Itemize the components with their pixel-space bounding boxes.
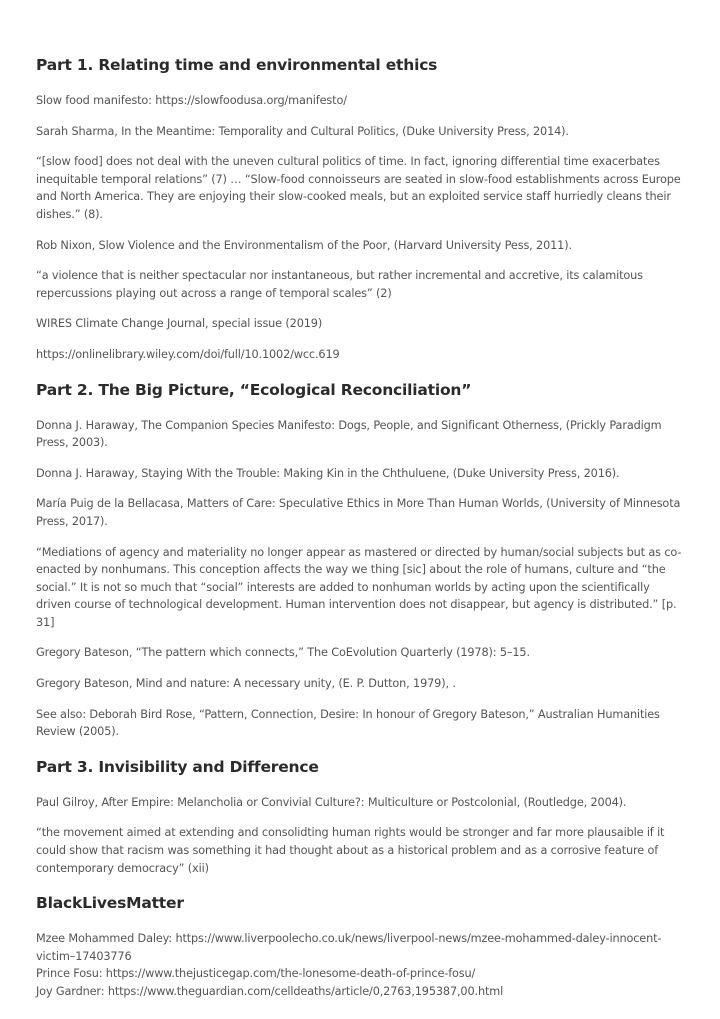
quote-paragraph: “Mediations of agency and materiality no longer appear as mastered or directed by human/social subjects but as co-enacted by nonhumans. This conception affects the way we thing [sic] about the role of humans, culture and “the social.” It is not so much that “social” interests are added to nonhuman worlds by acting upon the scientifically driven course of technological development. Human intervention does not disappear, but agency is distributed.” [p. 31] [36, 545, 682, 629]
section-heading: BlackLivesMatter [36, 894, 184, 913]
section-heading: Part 1. Relating time and environmental ethics [36, 56, 438, 74]
reference-paragraph: Gregory Bateson, “The pattern which connects,” The CoEvolution Quarterly (1978): 5–15. [36, 646, 530, 660]
section-heading: Part 2. The Big Picture, “Ecological Reconciliation” [36, 380, 472, 399]
reference-paragraph: María Puig de la Bellacasa, Matters of Care: Speculative Ethics in More Than Human Worlds, (University of Minnesota Press, 2017). [36, 497, 681, 528]
section-part-1 [36, 52, 686, 364]
reference-paragraph: Sarah Sharma, In the Meantime: Temporality and Cultural Politics, (Duke University Press, 2014). [36, 124, 569, 138]
reference-paragraph: See also: Deborah Bird Rose, “Pattern, Connection, Desire: In honour of Gregory Bateson,” Australian Humanities Review (2005). [36, 707, 660, 739]
reference-paragraph: Donna J. Haraway, Staying With the Trouble: Making Kin in the Chthuluene, (Duke University Press, 2016). [36, 466, 620, 480]
quote-paragraph: “the movement aimed at extending and consolidting human rights would be stronger and far more plausaible if it could show that racism was something it had thought about as a historical problem and as a corrosive feature of contemporary democracy” (xii) [36, 826, 665, 875]
section-heading: Part 3. Invisibility and Difference [36, 757, 319, 776]
document-page [36, 52, 686, 1003]
reference-paragraph: WIRES Climate Change Journal, special issue (2019) [36, 317, 323, 331]
section-part-3 [36, 754, 686, 877]
reference-paragraph: Paul Gilroy, After Empire: Melancholia or Convivial Culture?: Multiculture or Postcolonial, (Routledge, 2004). [36, 795, 627, 809]
reference-paragraph: Gregory Bateson, Mind and nature: A necessary unity, (E. P. Dutton, 1979), . [36, 677, 456, 691]
reference-paragraph: https://onlinelibrary.wiley.com/doi/full/10.1002/wcc.619 [36, 347, 340, 361]
quote-paragraph: “a violence that is neither spectacular nor instantaneous, but rather incremental and accretive, its calamitous repercussions playing out across a range of temporal scales” (2) [36, 269, 643, 300]
section-blacklivesmatter [36, 890, 686, 1000]
reference-paragraph: Donna J. Haraway, The Companion Species Manifesto: Dogs, People, and Significant Otherness, (Prickly Paradigm Press, 2003). [36, 418, 662, 450]
section-part-2 [36, 377, 686, 741]
reference-paragraph: Rob Nixon, Slow Violence and the Environmentalism of the Poor, (Harvard University Pess, 2011). [36, 238, 572, 252]
quote-paragraph: “[slow food] does not deal with the uneven cultural politics of time. In fact, ignoring differential time exacerbates inequitable temporal relations” (7) … “Slow-food connoisseurs are seated in slow-food establishments across Europe and North America. They are enjoying their slow-cooked meals, but an exploited service staff hurriedly cleans their dishes.” (8). [36, 155, 681, 221]
reference-line: Joy Gardner: https://www.theguardian.com/celldeaths/article/0,2763,195387,00.html [36, 985, 504, 998]
reference-line: Prince Fosu: https://www.thejusticegap.com/the-lonesome-death-of-prince-fosu/ [36, 967, 476, 981]
reference-line: Mzee Mohammed Daley: https://www.liverpoolecho.co.uk/news/liverpool-news/mzee-mohammed-daley-innocent-victim–17403776 [36, 932, 662, 963]
reference-paragraph: Slow food manifesto: https://slowfoodusa.org/manifesto/ [36, 94, 347, 107]
